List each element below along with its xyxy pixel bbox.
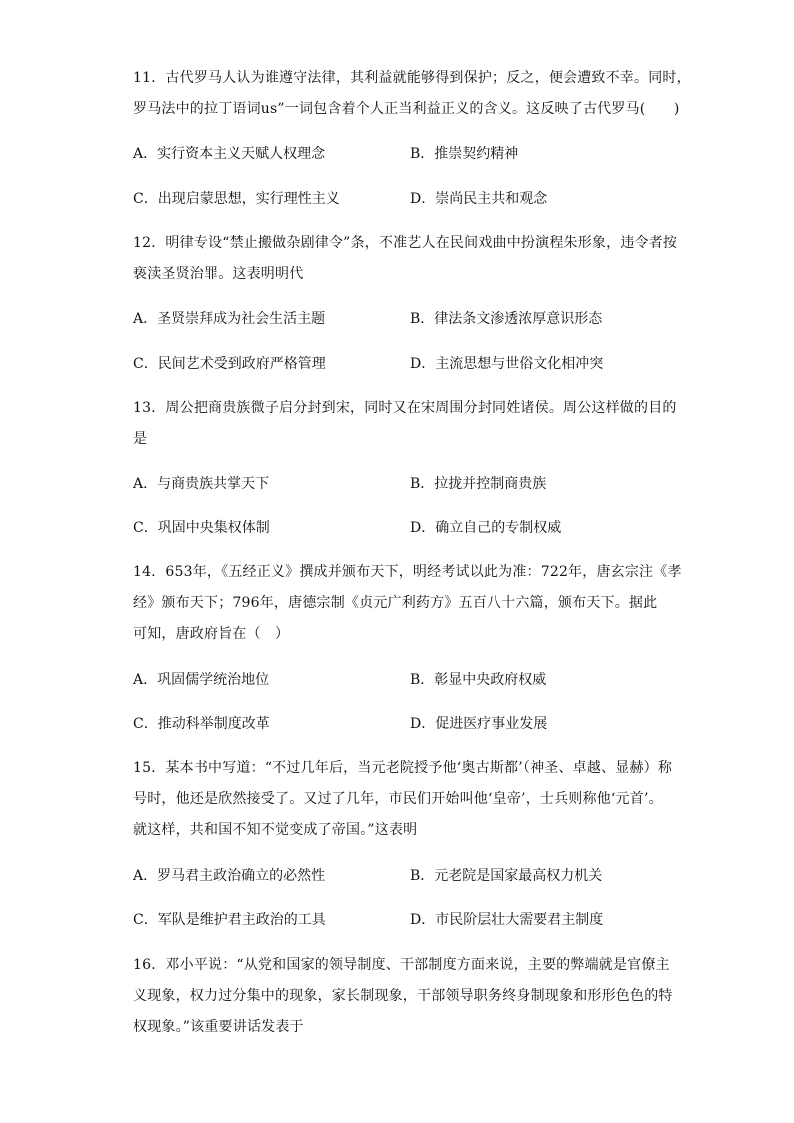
question-13-stem-line-1: 13．周公把商贵族微子启分封到宋，同时又在宋周围分封同姓诸侯。周公这样做的目的: [133, 400, 677, 416]
question-13-stem-line-2: 是: [133, 431, 148, 447]
question-13-option-a: A．与商贵族共掌天下: [133, 476, 270, 492]
question-12-option-b: B．律法条文渗透浓厚意识形态: [410, 311, 603, 327]
question-15-option-b: B．元老院是国家最高权力机关: [410, 868, 603, 884]
question-14-option-d: D．促进医疗事业发展: [410, 716, 548, 732]
question-11-option-b: B．推崇契约精神: [410, 146, 519, 162]
question-11-option-a: A．实行资本主义天赋人权理念: [133, 146, 326, 162]
question-14-option-a: A．巩固儒学统治地位: [133, 672, 270, 688]
question-15-option-a: A．罗马君主政治确立的必然性: [133, 868, 326, 884]
question-16-stem-line-3: 权现象。”该重要讲话发表于: [133, 1019, 304, 1035]
question-15-stem-line-1: 15．某本书中写道：“不过几年后，当元老院授予他‘奥古斯都’（神圣、卓越、显赫）称: [133, 760, 673, 776]
question-15-stem-line-2: 号时，他还是欣然接受了。又过了几年，市民们开始叫他‘皇帝’，士兵则称他‘元首’。: [133, 791, 663, 807]
question-15-option-d: D．市民阶层壮大需要君主制度: [410, 912, 604, 928]
question-12-stem-line-1: 12．明律专设“禁止搬做杂剧律令”条，不准艺人在民间戏曲中扮演程朱形象，违令者按: [133, 235, 678, 251]
question-11-option-d: D．崇尚民主共和观念: [410, 191, 548, 207]
question-11-stem-line-1: 11．古代罗马人认为谁遵守法律，其利益就能够得到保护；反之，便会遭致不幸。同时，: [133, 70, 691, 86]
question-16-stem-line-2: 义现象，权力过分集中的现象，家长制现象，干部领导职务终身制现象和形形色色的特: [133, 988, 673, 1004]
question-14-stem-line-2: 经》颁布天下；796年，唐德宗制《贞元广利药方》五百八十六篇，颁布天下。据此: [133, 595, 658, 611]
question-13-option-b: B．拉拢并控制商贵族: [410, 476, 547, 492]
question-16-stem-line-1: 16．邓小平说：“从党和国家的领导制度、干部制度方面来说，主要的弊端就是官僚主: [133, 957, 670, 973]
question-11-stem-line-2: 罗马法中的拉丁语词us”一词包含着个人正当利益正义的含义。这反映了古代罗马( ): [133, 101, 680, 117]
question-14-stem-line-3: 可知，唐政府旨在（ ）: [133, 626, 290, 642]
question-13-option-c: C．巩固中央集权体制: [133, 520, 270, 536]
question-12-option-d: D．主流思想与世俗文化相冲突: [410, 356, 604, 372]
question-13-option-d: D．确立自己的专制权威: [410, 520, 562, 536]
question-15-stem-line-3: 就这样，共和国不知不觉变成了帝国。”这表明: [133, 822, 418, 838]
question-11-option-c: C．出现启蒙思想，实行理性主义: [133, 191, 340, 207]
question-12-option-c: C．民间艺术受到政府严格管理: [133, 356, 326, 372]
question-14-option-c: C．推动科举制度改革: [133, 716, 270, 732]
question-15-option-c: C．军队是维护君主政治的工具: [133, 912, 326, 928]
question-12-option-a: A．圣贤崇拜成为社会生活主题: [133, 311, 326, 327]
question-14-stem-line-1: 14．653年，《五经正义》撰成并颁布天下，明经考试以此为准：722年，唐玄宗注《孝: [133, 564, 682, 580]
question-12-stem-line-2: 亵渎圣贤治罪。这表明明代: [133, 266, 304, 282]
question-14-option-b: B．彰显中央政府权威: [410, 672, 547, 688]
